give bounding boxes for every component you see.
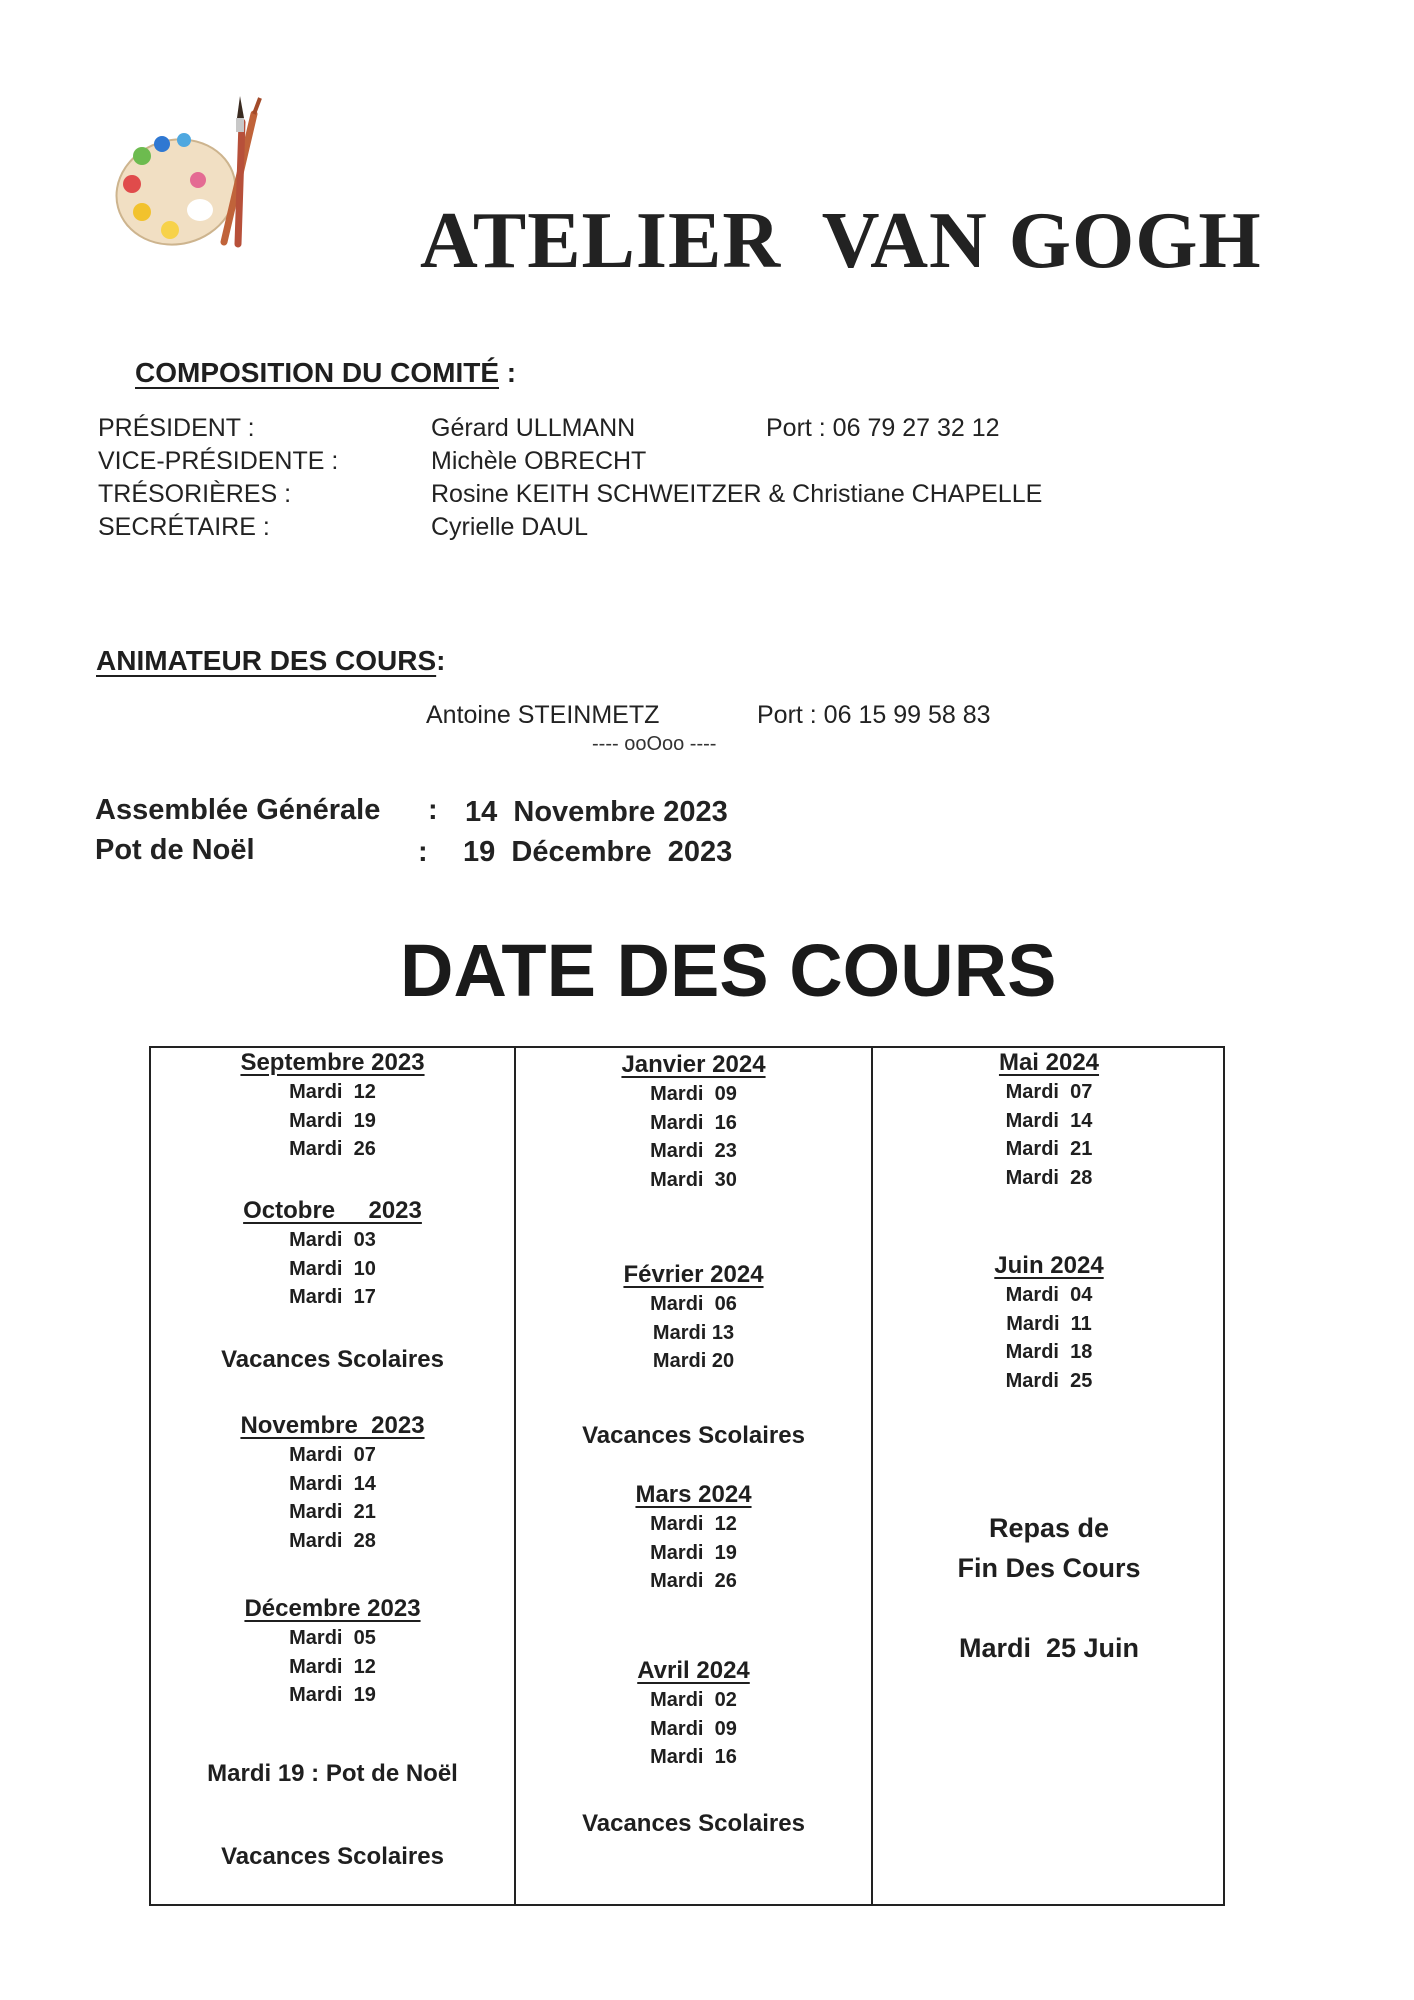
page-title: ATELIER VAN GOGH <box>420 197 1262 285</box>
class-date: Mardi 12 <box>650 1513 737 1535</box>
month-heading: Mai 2024 <box>998 1049 1100 1076</box>
class-date: Mardi 18 <box>1005 1341 1093 1363</box>
event-date: 19 Décembre 2023 <box>463 836 733 868</box>
animateur-heading <box>96 645 445 677</box>
class-date: Mardi 30 <box>650 1168 737 1191</box>
committee-list <box>98 412 1078 544</box>
class-date: Mardi 28 <box>289 1529 376 1552</box>
month-heading: Février 2024 <box>623 1261 764 1288</box>
class-date: Mardi 19 <box>289 1684 376 1706</box>
paint-palette-icon <box>104 92 274 262</box>
month-block <box>516 1260 871 1376</box>
class-date: Mardi 23 <box>650 1140 737 1162</box>
class-date: Mardi 16 <box>650 1746 737 1768</box>
class-date: Mardi 04 <box>1005 1284 1093 1306</box>
closing-meal-note <box>873 1508 1225 1668</box>
class-date: Mardi 14 <box>289 1472 376 1495</box>
committee-heading <box>135 357 516 389</box>
event-label: Assemblée Générale <box>95 794 381 826</box>
committee-row <box>98 412 1078 445</box>
month-heading: Janvier 2024 <box>621 1051 766 1078</box>
month-block <box>516 1480 871 1596</box>
animateur-heading-text: ANIMATEUR DES COURS <box>96 645 437 676</box>
class-date: Mardi 16 <box>650 1111 737 1134</box>
month-heading: Juin 2024 <box>994 1252 1104 1279</box>
class-date: Mardi 19 <box>289 1109 376 1132</box>
class-date: Mardi 07 <box>1005 1081 1093 1103</box>
committee-phone: Port : 06 79 27 32 12 <box>766 414 1000 442</box>
class-date: Mardi 02 <box>650 1689 737 1711</box>
animateur-name: Antoine STEINMETZ <box>426 701 660 729</box>
class-date: Mardi 21 <box>1005 1138 1093 1160</box>
class-date: Mardi 12 <box>289 1655 376 1678</box>
committee-role: VICE-PRÉSIDENTE : <box>98 447 339 475</box>
month-heading: Décembre 2023 <box>244 1595 421 1622</box>
class-date: Mardi 09 <box>650 1717 737 1740</box>
event-separator: : <box>428 794 438 826</box>
separator: ---- ooOoo ---- <box>592 733 717 755</box>
class-date: Mardi 26 <box>650 1570 737 1592</box>
committee-heading-suffix: : <box>499 357 517 388</box>
class-date: Mardi 10 <box>289 1257 376 1280</box>
class-date: Mardi 09 <box>650 1083 737 1105</box>
month-block <box>873 1048 1225 1192</box>
event-separator: : <box>418 836 428 868</box>
committee-role: PRÉSIDENT : <box>98 414 255 442</box>
month-block <box>151 1196 514 1312</box>
holiday-note: Vacances Scolaires <box>221 1346 444 1373</box>
class-date: Mardi 17 <box>289 1286 376 1308</box>
committee-name: Rosine KEITH SCHWEITZER & Christiane CHAPELLE <box>431 480 1043 508</box>
animateur-heading-suffix: : <box>436 645 446 676</box>
month-block <box>873 1251 1225 1395</box>
schedule-column <box>516 1048 873 1904</box>
event-label: Pot de Noël <box>95 834 255 866</box>
closing-meal-date: Mardi 25 Juin <box>958 1633 1140 1663</box>
schedule-column <box>873 1048 1225 1904</box>
committee-name: Cyrielle DAUL <box>431 513 588 541</box>
class-date: Mardi 13 <box>652 1321 735 1344</box>
month-block <box>151 1411 514 1555</box>
holiday-note: Vacances Scolaires <box>582 1810 805 1837</box>
month-block <box>516 1656 871 1772</box>
committee-heading-text: COMPOSITION DU COMITÉ <box>135 357 499 388</box>
class-date: Mardi 05 <box>289 1627 376 1649</box>
class-date: Mardi 25 <box>1005 1369 1093 1392</box>
committee-role: SECRÉTAIRE : <box>98 513 270 541</box>
month-block <box>151 1594 514 1710</box>
class-date: Mardi 20 <box>652 1350 735 1372</box>
month-block <box>151 1048 514 1164</box>
class-date: Mardi 06 <box>650 1293 737 1315</box>
committee-role: TRÉSORIÈRES : <box>98 480 292 508</box>
committee-name: Michèle OBRECHT <box>431 447 647 475</box>
schedule-column <box>151 1048 516 1904</box>
month-heading: Octobre 2023 <box>243 1197 422 1224</box>
class-date: Mardi 21 <box>289 1501 376 1523</box>
committee-name: Gérard ULLMANN <box>431 414 636 442</box>
committee-row <box>98 445 1078 478</box>
holiday-note: Vacances Scolaires <box>582 1422 805 1449</box>
class-date: Mardi 28 <box>1005 1166 1093 1189</box>
class-date: Mardi 14 <box>1005 1109 1093 1132</box>
committee-row <box>98 511 1078 544</box>
holiday-note: Vacances Scolaires <box>221 1843 444 1870</box>
closing-meal-line: Fin Des Cours <box>957 1553 1141 1583</box>
class-date: Mardi 26 <box>289 1138 376 1160</box>
class-date: Mardi 07 <box>289 1444 376 1466</box>
month-heading: Novembre 2023 <box>240 1412 425 1439</box>
month-heading: Septembre 2023 <box>240 1049 425 1076</box>
schedule-title: DATE DES COURS <box>400 929 1057 1012</box>
event-note: Mardi 19 : Pot de Noël <box>207 1760 458 1787</box>
class-date: Mardi 19 <box>650 1541 737 1564</box>
schedule-table <box>149 1046 1225 1906</box>
month-heading: Mars 2024 <box>635 1481 752 1508</box>
event-date: 14 Novembre 2023 <box>465 796 728 828</box>
closing-meal-line: Repas de <box>988 1513 1110 1543</box>
animateur-phone: Port : 06 15 99 58 83 <box>757 701 991 729</box>
class-date: Mardi 03 <box>289 1229 376 1251</box>
month-block <box>516 1050 871 1194</box>
month-heading: Avril 2024 <box>637 1657 750 1684</box>
committee-row <box>98 478 1078 511</box>
class-date: Mardi 11 <box>1006 1312 1092 1335</box>
class-date: Mardi 12 <box>289 1081 376 1103</box>
